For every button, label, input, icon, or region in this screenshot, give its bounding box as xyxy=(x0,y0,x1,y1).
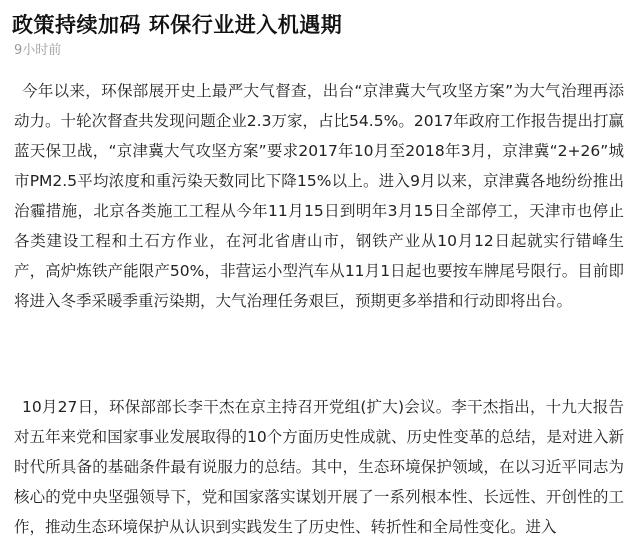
article-title: 政策持续加码 环保行业进入机遇期 xyxy=(12,13,343,37)
publish-time: 9小时前 xyxy=(14,43,62,58)
article-paragraph-1: 今年以来，环保部展开史上最严大气督查，出台“京津冀大气攻坚方案”为大气治理再添动力。十轮次督查共发现问题企业2.3万家，占比54.5%。2017年政府工作报告提出打赢蓝天保卫战，“京津冀大气攻坚方案”要求2017年10月至2018年3月，京津冀“2+26”城市PM2.5平均浓度和重污染天数同比下降15%以上。进入9月以来，京津冀各地纷纷推出治霾措施，北京各类施工工程从今年11月15日到明年3月15日全部停工，天津市也停止各类建设工程和土石方作业，在河北省唐山市，钢铁产业从10月12日起就实行错峰生产，高炉炼铁产能限产50%，非营运小型汽车从11月1日起也要按车牌尾号限行。目前即将进入冬季采暖季重污染期，大气治理任务艰巨，预期更多举措和行动即将出台。 xyxy=(14,82,624,310)
article-paragraph-2: 10月27日，环保部部长李干杰在京主持召开党组(扩大)会议。李干杰指出，十九大报告对五年来党和国家事业发展取得的10个方面历史性成就、历史性变革的总结，是对进入新时代所具备的基础条件最有说服力的总结。其中，生态环境保护领域，在以习近平同志为核心的党中央坚强领导下，党和国家落实谋划开展了一系列根本性、长远性、开创性的工作，推动生态环境保护从认识到实践发生了历史性、转折性和全局性变化。进入 xyxy=(14,398,624,536)
